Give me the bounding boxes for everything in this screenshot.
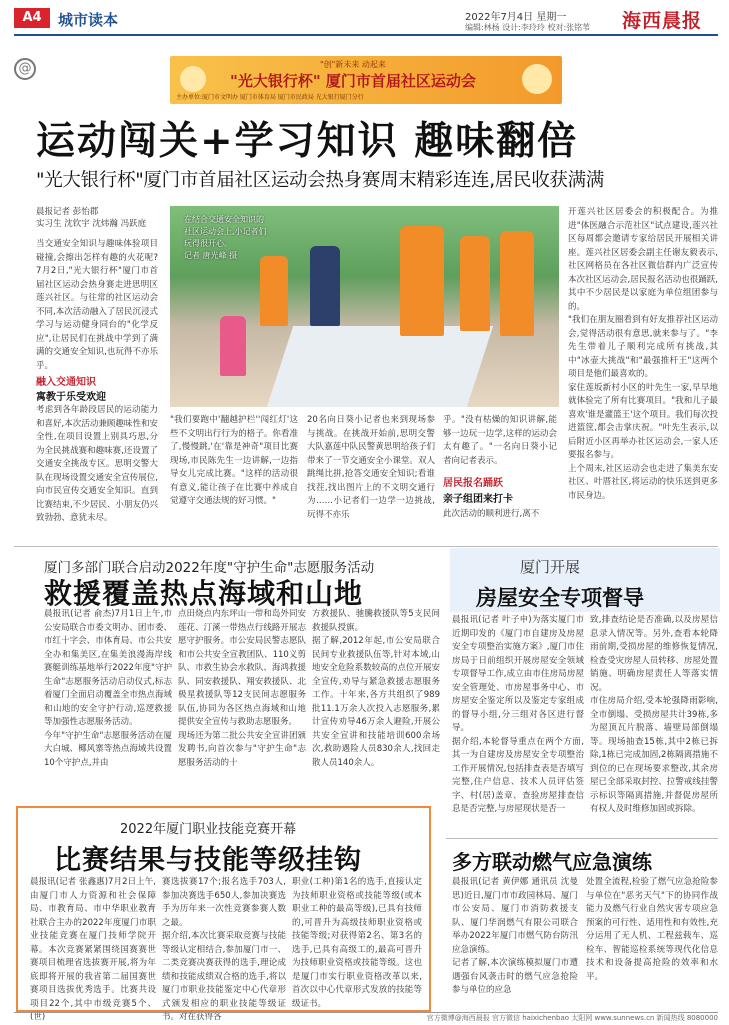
child-figure xyxy=(460,236,490,331)
section-title: 城市读本 xyxy=(58,11,119,29)
child-figure xyxy=(260,256,288,326)
gas-divider xyxy=(446,838,718,839)
brand-logo: 海西晨报 xyxy=(622,10,703,32)
gas-headline: 多方联动燃气应急演练 xyxy=(452,850,652,874)
page-tag: A4 xyxy=(14,8,50,28)
lead-kicker-2: 居民报名踊跃 xyxy=(443,478,503,489)
skills-col3: 职业(工种)第1名的选手,直接认定为技师职业资格或技能等级(或本职业工种的最高等级),已具有技师的,可晋升为高级技师职业资格或技能等级;对获得第2名、第3名的选手,已具有高级工的,最高可晋升为技师职业资格或技能等级。这也是厦门市实行职业资格改革以来,首次以中心代章形式发放的技能等级证书。 xyxy=(292,877,422,1009)
lead-kicker-2-sub: 亲子组团来打卡 xyxy=(443,494,513,505)
player-icon xyxy=(522,64,552,94)
lead-byline: 晨报记者 彭怡郡 实习生 沈钦宇 沈炜瀚 冯跃庭 xyxy=(36,207,147,229)
section-divider xyxy=(14,546,718,547)
lead-col3: 20名向日葵小记者也来到现场参与挑战。在挑战开始前,思明交警大队嘉莲中队民警黄思明给孩子们带来了一节交通安全小课堂。双人跳绳比拼,抢答交通安全知识;看谁找茬,找出图片上的不文明交通行为……小记者们一边学一边挑战,玩得不亦乐 xyxy=(307,415,435,520)
lead-col2: "我们要跑中'翻越护栏''闯红灯'这些不文明出行行为的格子。你看准了,慢慢跳,'在'靠是神奇"项目比赛现场,市民陈先生一边讲解,一边指导女儿完成比赛。"这样的活动很有意义,能让孩子在比赛中养成自觉遵守交通法规的好习惯。" xyxy=(170,415,298,506)
officer-figure xyxy=(310,246,340,326)
skills-pre-headline: 2022年厦门职业技能竞赛开幕 xyxy=(120,822,297,837)
banner-title: "光大银行杯" 厦门市首届社区运动会 xyxy=(230,72,476,90)
lead-col5-p4: 上个周末,社区运动会也走进了集美东安社区、叶厝社区,将运动的快乐送到更多市民身边。 xyxy=(568,463,718,501)
lead-col4-p1: 乎。"没有枯燥的知识讲解,能够一边玩一边学,这样的运动会太有趣了。"一名向日葵小记者向记者表示。 xyxy=(443,415,557,466)
child-figure xyxy=(220,316,246,376)
child-figure xyxy=(500,231,534,336)
banner-organizers: 主办单位:厦门市文明办 厦门市体育局 厦门市民政局 光大银行厦门分行 xyxy=(176,94,364,101)
traffic-game-mat xyxy=(267,326,493,407)
issue-date: 2022年7月4日 星期一 xyxy=(465,12,567,23)
lead-col5 xyxy=(568,206,718,540)
skills-headline: 比赛结果与技能等级挂钩 xyxy=(54,845,362,876)
lead-col5-p2: "我们在朋友圈看到有好友推荐社区运动会,觉得活动很有意思,就来参与了。"李先生带着儿子顺利完成所有挑战,其中"冰壶大挑战"和"最强推杆王"这两个项目是他们最喜欢的。 xyxy=(568,315,718,379)
lead-headline: 运动闯关+学习知识 趣味翻倍 xyxy=(36,118,579,164)
at-icon: @ xyxy=(14,58,36,80)
gas-col2: 处置全流程,检验了燃气应急抢险参与单位在"恶劣天气"下的协同作战能力及燃气行业自然灾害专项应急预案的可行性、适用性和有效性,充分运用了无人机、工程兹载车、巡检车、智能巡检系统等现代化信息技术和设备提高抢险的效率和水平。 xyxy=(586,877,718,982)
lead-kicker-1: 融入交通知识 xyxy=(36,377,96,388)
page-footer: 官方微博@海西晨报 官方微信 haixichenbao 太阳网 www.sunnews.cn 新闻热线 8080000 xyxy=(14,1012,718,1024)
banner-slogan: "创"新未来 动起来 xyxy=(320,60,386,69)
skills-col2: 赛选拔赛17个;报名选手703人,参加决赛选手650人,参加决赛选手为历年来一次性竞赛参赛人数之最。 据介绍,本次比赛采取竞赛与技能等级认定相结合,参加厦门市一、二类竞赛决赛获得的选手,理论成绩和技能成绩双合格的选手,将以厦门市职业技能鉴定中心代章形式颁发相应的职业技能等级证书。对在获得各 xyxy=(162,877,286,1022)
rescue-pre-headline: 厦门多部门联合启动2022年度"守护生命"志愿服务活动 xyxy=(44,560,375,576)
lead-col4-p2: 此次活动的顺利进行,离不 xyxy=(443,509,540,519)
lead-col1-p1: 当交通安全知识与趣味体验项目碰撞,会擦出怎样有趣的火花呢?7月2日,"光大银行杯"厦门市首届社区运动会热身赛走进思明区莲兴社区。与往常的社区运动会不同,本次活动融入了居民沉浸式学习与运动健身同台的"化学反应",让居民们在挑战中学到了满满的交通安全知识,也玩得不亦乐乎。 xyxy=(36,239,158,371)
event-banner xyxy=(170,56,562,104)
housing-pre-headline: 厦门开展 xyxy=(520,558,581,576)
housing-col2: 致,排查结论是否准确,以及房屋信息录入情况等。另外,查看本轮降雨前期,受损房屋的维修恢复情况,检查受灾房屋人员转移、房屋处置销施、明确房屋责任人等落实情况。 市住房局介绍,受本轮强降雨影响,全市倒塌、受损房屋共计39栋,多为屋顶瓦片脱落、墙壁局部倒塌等。现场抽查15栋,其中2栋已拆除,1栋已完成加固,2栋隔离措施不到位的已在现场要求整改,其余房屋已全部采取封控、拉警戒线挂警示标识等隔离措施,并督促房屋所有权人及时维修加固或拆除。 xyxy=(590,615,718,814)
housing-headline: 房屋安全专项督导 xyxy=(476,586,644,610)
skills-col1: 晨报讯(记者 张鑫惠)7月2日上午,由厦门市人力资源和社会保障局、市教育局、市中华职业教育社联合主办的2022年度厦门市职业技能竞赛在厦门技师学院开幕。本次竞赛紧紧围绕国赛赛世赛项目梳理省选拔赛开展,将为年底即将开展的我省第二届国赛世赛项目选拔优秀选手。比赛共设项目22个,其中市级竞赛5个、(世) xyxy=(30,877,156,1022)
lead-kicker-1-sub: 寓教于乐受欢迎 xyxy=(36,392,106,403)
rescue-col1: 晨报讯(记者 俞杰)7月1日上午,市公安局联合市委文明办、团市委、市红十字会、市体育局、市公共安全办和集美区,在集美浪漫海岸线赛艇训练基地举行2022年度"守护生命"志愿服务活动启动仪式,标志着厦门全面启动覆盖全市热点海域和山地的安全守护行动,巡逻救援等加强性志愿服务活动。 今年"守护生命"志愿服务活动在厦大白城、椰风寨等热点海域共设置10个守护点,并由 xyxy=(44,609,172,768)
rescue-headline: 救援覆盖热点海域和山地 xyxy=(44,577,364,610)
child-figure xyxy=(400,226,444,336)
lead-photo xyxy=(170,206,559,407)
lead-subheadline: "光大银行杯"厦门市首届社区运动会热身赛周末精彩连连,居民收获满满 xyxy=(36,170,605,191)
photo-caption: 在结合交通安全知识的社区运动会上,小记者们玩得很开心。 记者 唐光峰 摄 xyxy=(184,215,267,260)
editor-credits: 编辑:林杨 设计:李玲玲 校对:张铭苇 xyxy=(465,23,591,32)
housing-col1: 晨报讯(记者 叶子申)为落实厦门市近期印发的《厦门市自建房及房屋安全专项整治实施方案》,厦门市住房局于日前组织开展房屋安全领域专项督导工作,成立由市住房局房屋安全管理处、市房屋事务中心、市房屋安全鉴定所以及鉴定专家组成的督导小组,分三组对各区进行督导。 据介绍,本轮督导重点在两个方面,其一为自建房及房屋安全专项整治工作开展情况,包括排查表是否填写完整,住户信息、技术人员评估签字、村(居)盖章、查验房屋排查信息是否完整,与房屋现状是否一 xyxy=(452,615,584,814)
runner-icon xyxy=(180,66,206,92)
lead-col5-p3: 家住莲坂新村小区的叶先生一家,早早地就体验完了所有比赛项目。"我和儿子最喜欢'谁是灌篮王'这个项目。我们每次投进篮筐,都会击掌庆祝。"叶先生表示,以后附近小区再举办社区运动会,一家人还要报名参与。 xyxy=(568,382,718,460)
gas-col1: 晨报讯(记者 黄伊娜 通讯员 沈曼思)近日,厦门市市政园林局、厦门市公安局、厦门市消防救援支队、厦门华润燃气有限公司联合举办2022年厦门市燃气防台防汛应急演练。 记者了解,本次演练模拟厦门市遭遇强台风袭击时的燃气应急抢险参与单位的应急 xyxy=(452,877,578,995)
lead-col1-p2: 考虑到各年龄段居民的运动能力和喜好,本次活动兼顾趣味性和安全性,在项目设置上别具巧思,分为全民挑战赛和趣味赛,还设置了交通安全挑战专区。思明交警大队在现场设置交通安全宣传展位,向市民宣传交通安全知识。直到比赛结束,不少居民、小朋友仍兴致勃勃、意犹未尽。 xyxy=(36,405,158,523)
rescue-col3: 方救援队、驰騰救援队等5支民间救援队授旗。 据了解,2012年起,市公安局联合民间专业救援队伍等,针对本域,山地安全危险系数较高的点位开展安全宣传,劝导与紧急救援志愿服务工作。十年来,各方共组织了989批11.1万余人次投入志愿服务,累计宣传劝导46万余人避险,开展公共安全宣讲和技能培训600余场次,救助遇险人员830余人,找回走散人员140余人。 xyxy=(312,609,440,768)
header-rule xyxy=(14,34,718,36)
lead-col5-p1: 开莲兴社区居委会的积极配合。为推进"体医融合示范社区"试点建设,莲兴社区每周都会邀请专家给居民开展相关讲座。莲兴社区居委会副主任谢友毅表示,社区网格员在各社区微信群内广泛宣传本次社区运动会,居民报名活动也很踊跃,其中不少居民是以家庭为单位组团参与的。 xyxy=(568,207,718,312)
rescue-col2: 点田烧点内东坪山一带和岛外同安莲花、汀溪一带热点行线路开展志愿守护服务。市公安局民警志愿队和市公共安全宣教团队、110义剪队、市救生协会水救队、海鸿救援队、同安救援队、翔安救援队、北极星救援队等12支民间志愿服务队伍,协同为各区热点海域和山地提供安全宣传与救助志愿服务。 现场还为第二批公共安全宣讲团颁发聘书,向首次参与"守护生命"志愿服务活动的十 xyxy=(178,609,306,768)
